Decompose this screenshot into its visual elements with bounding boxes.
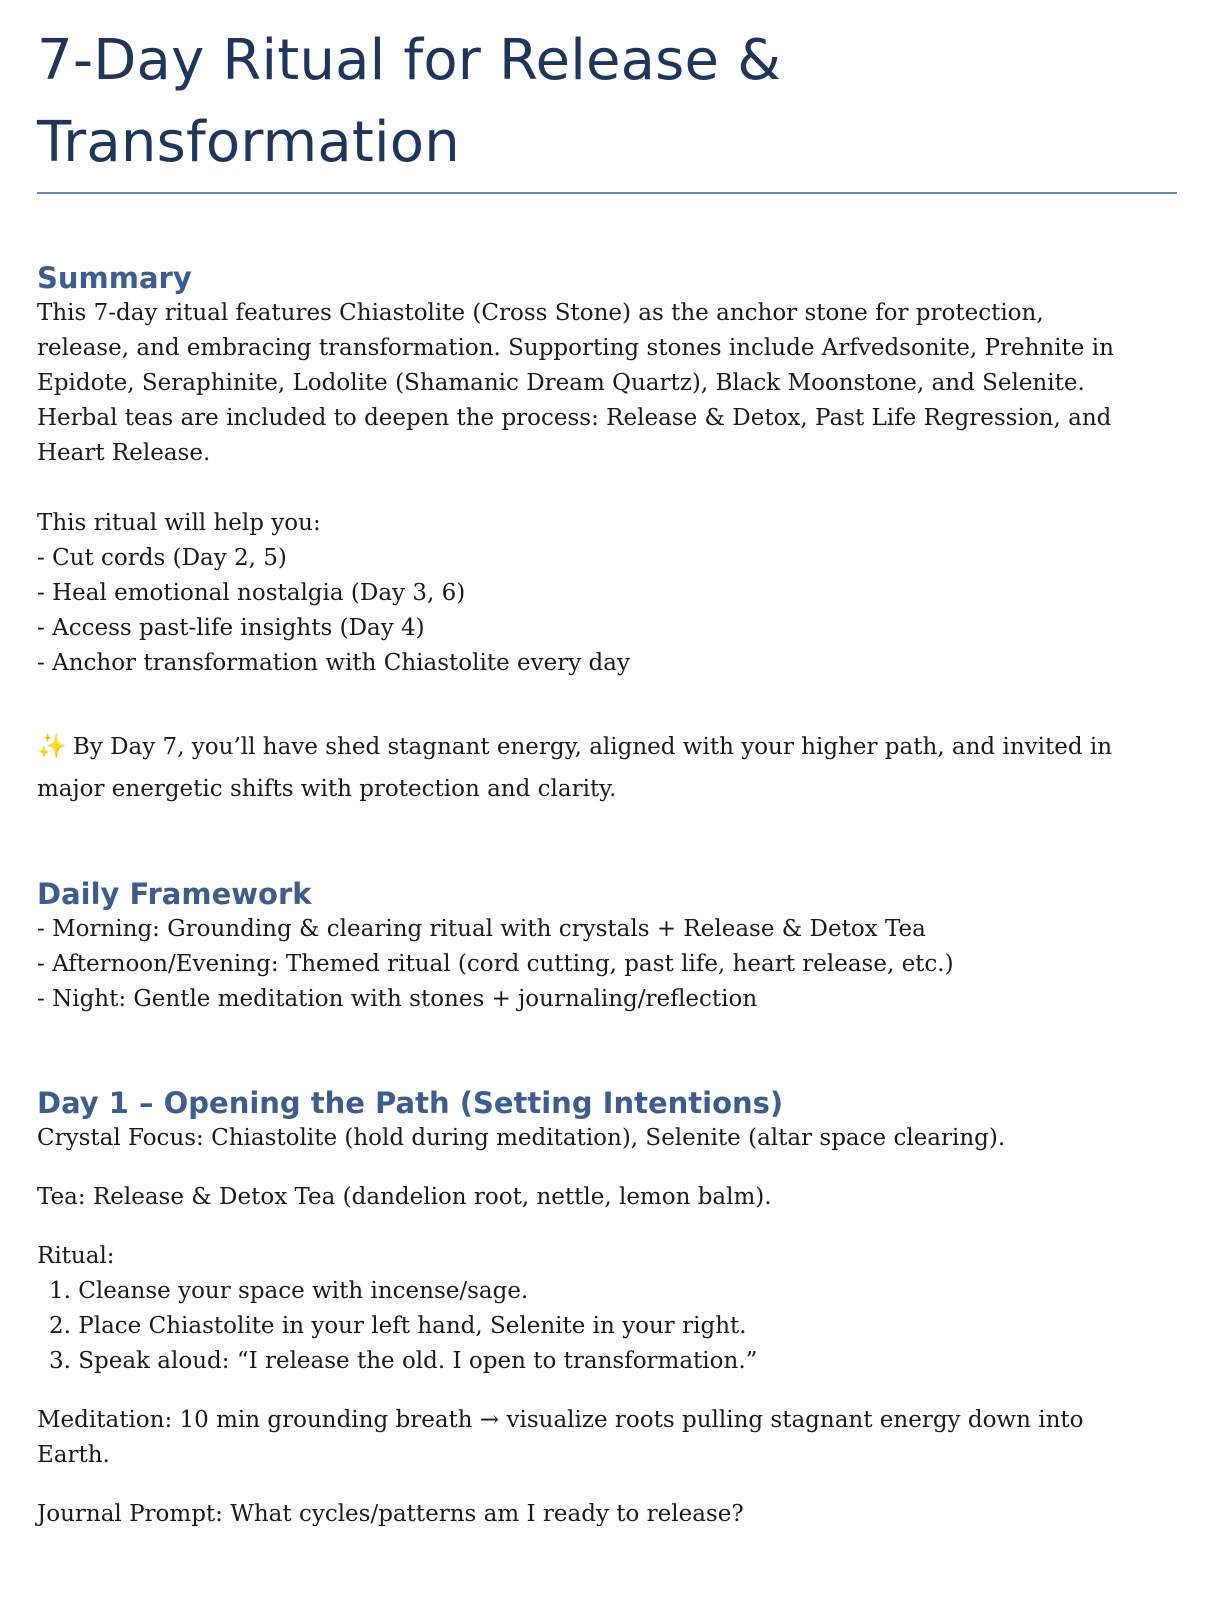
help-item-4: - Anchor transformation with Chiastolite every day [37, 650, 630, 676]
document-page [37, 0, 1177, 1532]
summary-closing-text: By Day 7, you’ll have shed stagnant energy, aligned with your higher path, and invited in major energetic shifts with protection and clarity. [37, 734, 1113, 802]
day1-ritual-step-3: 3. Speak aloud: “I release the old. I open to transformation.” [49, 1348, 758, 1374]
summary-heading: Summary [37, 261, 192, 295]
day1-ritual-label: Ritual: [37, 1243, 115, 1269]
framework-heading: Daily Framework [37, 877, 312, 911]
day1-journal-prompt: Journal Prompt: What cycles/patterns am I ready to release? [37, 1501, 744, 1527]
day1-heading: Day 1 – Opening the Path (Setting Intentions) [37, 1086, 784, 1120]
help-list [37, 506, 1177, 681]
day1-ritual-step-2: 2. Place Chiastolite in your left hand, Selenite in your right. [49, 1313, 747, 1339]
summary-section [37, 260, 1177, 810]
framework-item-morning: - Morning: Grounding & clearing ritual with crystals + Release & Detox Tea [37, 916, 926, 942]
help-intro: This ritual will help you: [37, 510, 321, 536]
title-divider [37, 192, 1177, 194]
summary-closing [37, 725, 1147, 810]
day1-ritual-step-1: 1. Cleanse your space with incense/sage. [49, 1278, 529, 1304]
help-item-3: - Access past-life insights (Day 4) [37, 615, 425, 641]
help-item-1: - Cut cords (Day 2, 5) [37, 545, 287, 571]
day1-meditation: Meditation: 10 min grounding breath → visualize roots pulling stagnant energy down into Earth. [37, 1407, 1084, 1468]
summary-paragraph: This 7-day ritual features Chiastolite (Cross Stone) as the anchor stone for protection, release, and embracing transformation. Supporting stones include Arfvedsonite, Prehnite in Epidote, Seraphinite, Lodolite (Shamanic Dream Quartz), Black Moonstone, and Selenite. Herbal teas are included to deepen the process: Release & Detox, Past Life Regression, and Heart Release. [37, 300, 1114, 466]
day1-tea: Tea: Release & Detox Tea (dandelion root, nettle, lemon balm). [37, 1184, 772, 1210]
document-title: 7-Day Ritual for Release & Transformation [37, 28, 782, 175]
framework-section [37, 876, 1177, 1017]
framework-item-night: - Night: Gentle meditation with stones + journaling/reflection [37, 986, 758, 1012]
day1-ritual [37, 1239, 1177, 1379]
sparkle-icon: ✨ [37, 732, 67, 760]
help-item-2: - Heal emotional nostalgia (Day 3, 6) [37, 580, 466, 606]
day1-crystal-focus: Crystal Focus: Chiastolite (hold during meditation), Selenite (altar space clearing). [37, 1125, 1006, 1151]
framework-item-afternoon: - Afternoon/Evening: Themed ritual (cord cutting, past life, heart release, etc.) [37, 951, 954, 977]
day1-section [37, 1085, 1177, 1532]
